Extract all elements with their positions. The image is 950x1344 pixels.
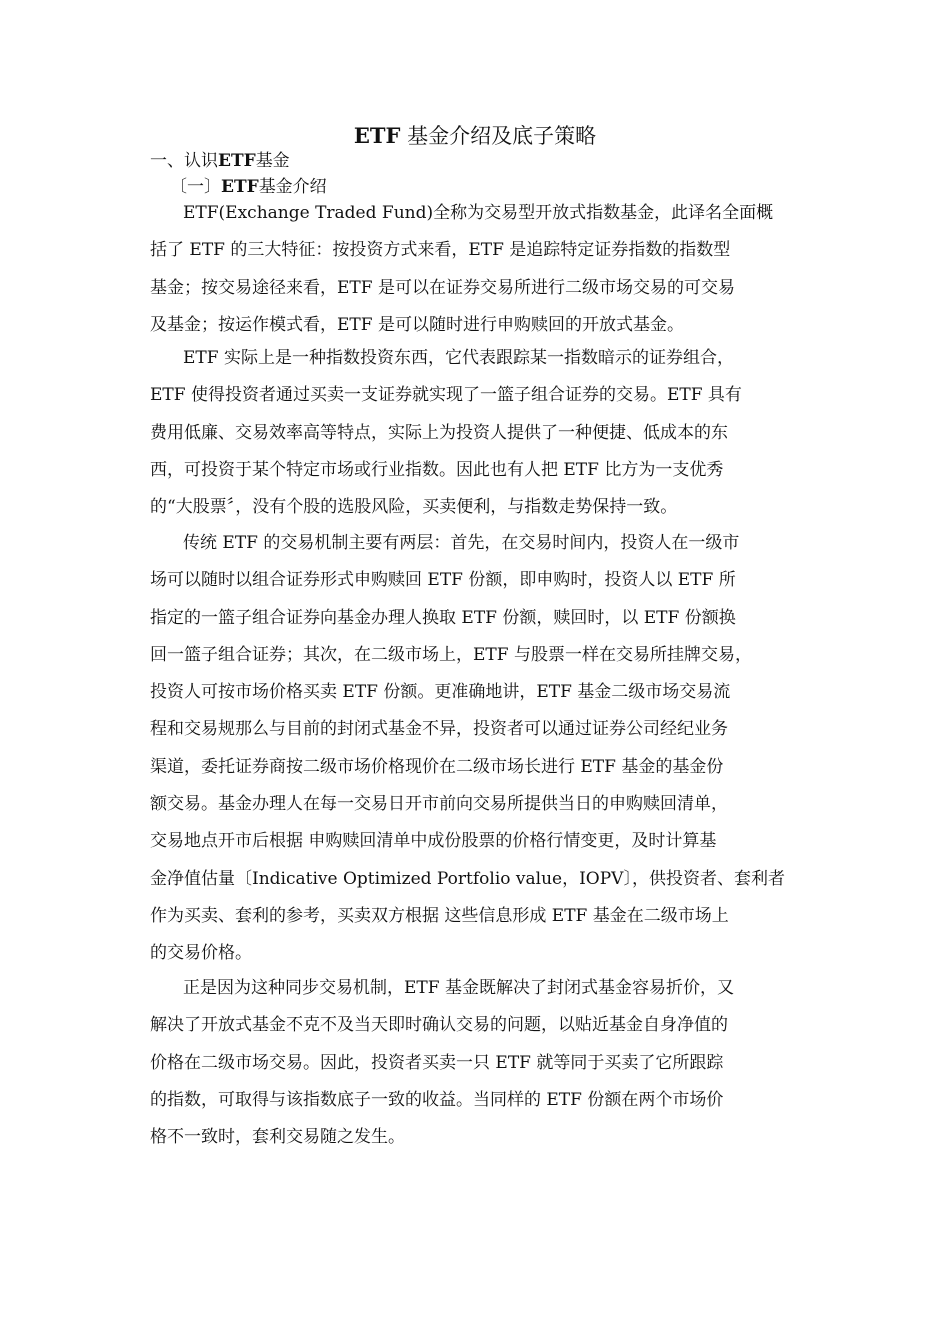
paragraph-line: 回一篮子组合证券；其次，在二级市场上，ETF 与股票一样在交易所挂牌交易， [150, 644, 752, 665]
paragraph-line: ETF(Exchange Traded Fund)全称为交易型开放式指数基金，此译名全面概 [183, 203, 774, 223]
title-cjk: 基金介绍及底子策略 [407, 124, 597, 148]
paragraph-line: 西，可投资于某个特定市场或行业指数。因此也有人把 ETF 比方为一支优秀 [150, 459, 724, 480]
paragraph-line: 指定的一篮子组合证券向基金办理人换取 ETF 份额，赎回时，以 ETF 份额换 [150, 607, 736, 628]
paragraph-line: 及基金；按运作模式看，ETF 是可以随时进行申购赎回的开放式基金。 [150, 314, 684, 335]
paragraph-line: 的“大股票〞，没有个股的选股风险，买卖便利，与指数走势保持一致。 [150, 497, 678, 518]
section-heading-1-1-suffix: 基金介绍 [258, 177, 327, 197]
paragraph-line: 的指数，可取得与该指数底子一致的收益。当同样的 ETF 份额在两个市场价 [150, 1089, 724, 1110]
paragraph-line: 场可以随时以组合证券形式申购赎回 ETF 份额，即申购时，投资人以 ETF 所 [150, 570, 736, 591]
paragraph-line: ETF 实际上是一种指数投资东西，它代表跟踪某一指数暗示的证券组合， [183, 348, 734, 368]
title-latin: ETF [353, 123, 401, 148]
paragraph-line: 括了 ETF 的三大特征：按投资方式来看，ETF 是追踪特定证券指数的指数型 [150, 240, 731, 261]
paragraph-line: 的交易价格。 [150, 943, 252, 964]
paragraph-line: ETF 使得投资者通过买卖一支证券就实现了一篮子组合证券的交易。ETF 具有 [150, 385, 742, 406]
paragraph-4 [150, 970, 810, 1156]
paragraph-2 [150, 340, 810, 526]
paragraph-line: 投资人可按市场价格买卖 ETF 份额。更准确地讲，ETF 基金二级市场交易流 [150, 682, 731, 703]
paragraph-line: 渠道，委托证券商按二级市场价格现价在二级市场长进行 ETF 基金的基金份 [150, 756, 724, 777]
paragraph-line: 金净值估量〔Indicative Optimized Portfolio value，IOPV〕，供投资者、套利者 [150, 868, 785, 889]
paragraph-3 [150, 525, 810, 973]
paragraph-line: 费用低廉、交易效率高等特点，实际上为投资人提供了一种便捷、低成本的东 [150, 422, 728, 443]
section-heading-1-1-prefix: 〔一〕 [170, 177, 221, 197]
document-title [0, 120, 950, 152]
paragraph-line: 基金；按交易途径来看，ETF 是可以在证券交易所进行二级市场交易的可交易 [150, 277, 735, 298]
paragraph-line: 程和交易规那么与目前的封闭式基金不异，投资者可以通过证券公司经纪业务 [150, 719, 728, 740]
paragraph-line: 额交易。基金办理人在每一交易日开市前向交易所提供当日的申购赎回清单， [150, 794, 728, 815]
section-heading-1-latin: ETF [218, 151, 256, 171]
paragraph-line: 正是因为这种同步交易机制，ETF 基金既解决了封闭式基金容易折价，又 [183, 978, 734, 998]
section-heading-1-1-latin: ETF [221, 177, 259, 197]
section-heading-1 [150, 148, 290, 174]
paragraph-line: 格不一致时，套利交易随之发生。 [150, 1127, 405, 1148]
paragraph-line: 解决了开放式基金不克不及当天即时确认交易的问题，以贴近基金自身净值的 [150, 1015, 728, 1036]
paragraph-1 [150, 195, 810, 344]
paragraph-line: 价格在二级市场交易。因此，投资者买卖一只 ETF 就等同于买卖了它所跟踪 [150, 1052, 724, 1073]
paragraph-line: 作为买卖、套利的参考，买卖双方根据 这些信息形成 ETF 基金在二级市场上 [150, 905, 729, 926]
paragraph-line: 传统 ETF 的交易机制主要有两层：首先，在交易时间内，投资人在一级市 [183, 533, 740, 553]
paragraph-line: 交易地点开市后根据 申购赎回清单中成份股票的价格行情变更，及时计算基 [150, 831, 717, 852]
section-heading-1-suffix: 基金 [255, 151, 290, 171]
section-heading-1-prefix: 一、认识 [150, 151, 218, 171]
